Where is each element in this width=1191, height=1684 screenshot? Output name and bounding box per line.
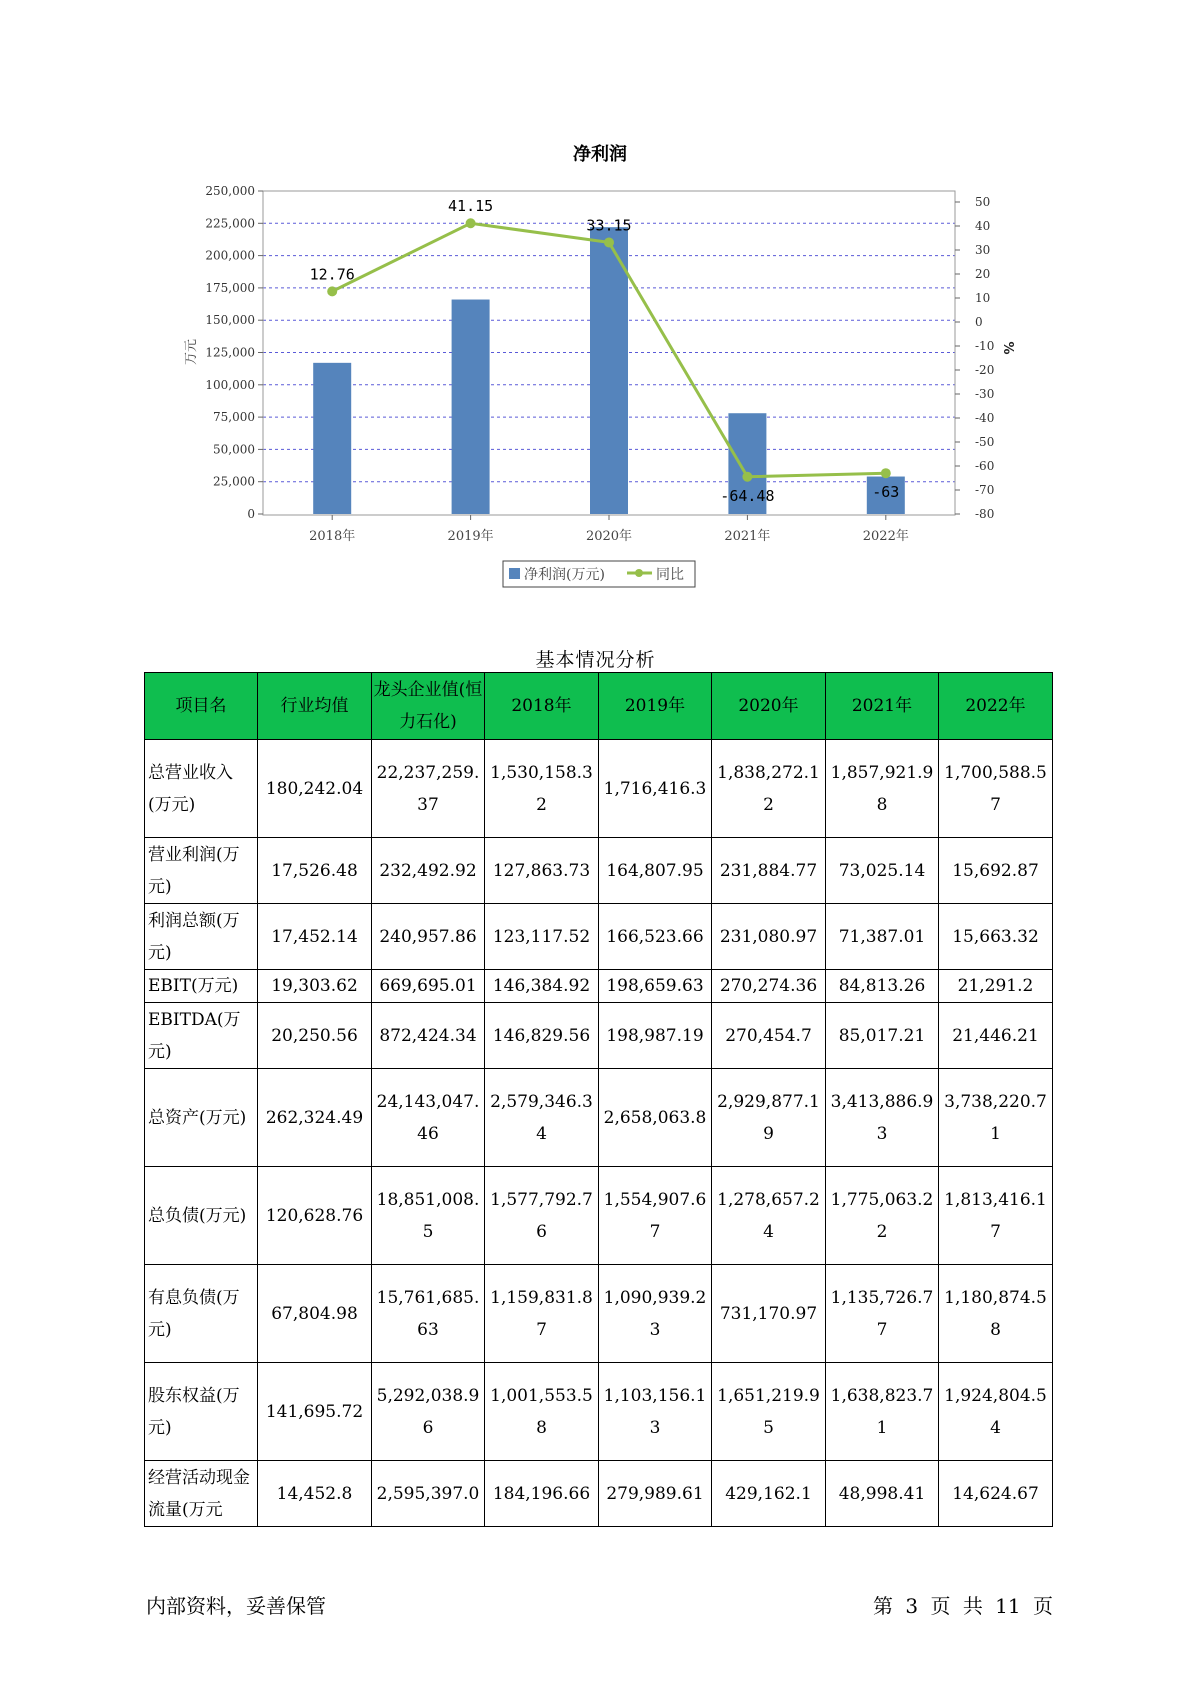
y-tick-label: 0	[247, 507, 255, 521]
row-label: 总营业收入(万元)	[145, 740, 258, 838]
table-cell: 429,162.1	[712, 1461, 826, 1527]
table-cell: 1,651,219.95	[712, 1363, 826, 1461]
row-label: EBIT(万元)	[145, 970, 258, 1003]
table-cell: 1,577,792.76	[485, 1167, 599, 1265]
table-cell: 21,291.2	[939, 970, 1053, 1003]
y2-tick-label: 40	[975, 219, 991, 233]
y-tick-label: 100,000	[205, 377, 255, 392]
y-tick-label: 75,000	[213, 410, 255, 425]
table-cell: 48,998.41	[826, 1461, 939, 1527]
bar	[452, 300, 490, 514]
y2-tick-label: -10	[975, 339, 995, 353]
table-row	[145, 740, 1053, 838]
y-tick-label: 225,000	[205, 216, 255, 231]
table-cell: 1,924,804.54	[939, 1363, 1053, 1461]
table-row	[145, 1069, 1053, 1167]
footer-confidential-note: 内部资料，妥善保管	[146, 1594, 326, 1618]
header-2022: 2022年	[939, 673, 1053, 740]
row-label: 利润总额(万元)	[145, 904, 258, 970]
table-cell: 24,143,047.46	[372, 1069, 485, 1167]
table-cell: 120,628.76	[258, 1167, 372, 1265]
table-cell: 15,692.87	[939, 838, 1053, 904]
net-profit-chart	[0, 0, 1191, 600]
row-label: 有息负债(万元)	[145, 1265, 258, 1363]
y-tick-label: 150,000	[205, 313, 255, 328]
table-cell: 1,554,907.67	[599, 1167, 712, 1265]
table-row	[145, 838, 1053, 904]
table-header-row	[145, 673, 1053, 740]
table-cell: 146,829.56	[485, 1003, 599, 1069]
y2-tick-label: -80	[975, 507, 995, 521]
row-label: 股东权益(万元)	[145, 1363, 258, 1461]
table-cell: 1,180,874.58	[939, 1265, 1053, 1363]
table-cell: 67,804.98	[258, 1265, 372, 1363]
table-cell: 1,716,416.3	[599, 740, 712, 838]
table-cell: 14,452.8	[258, 1461, 372, 1527]
line-point	[604, 237, 614, 247]
data-label: 12.76	[309, 265, 355, 284]
table-cell: 18,851,008.5	[372, 1167, 485, 1265]
table-cell: 231,884.77	[712, 838, 826, 904]
table-cell: 3,413,886.93	[826, 1069, 939, 1167]
table-cell: 84,813.26	[826, 970, 939, 1003]
x-tick-label: 2020年	[585, 529, 633, 544]
header-leader-value: 龙头企业值(恒力石化)	[372, 673, 485, 740]
table-cell: 14,624.67	[939, 1461, 1053, 1527]
y2-tick-label: -70	[975, 483, 995, 497]
table-cell: 71,387.01	[826, 904, 939, 970]
footer-page-number: 第 3 页 共 11 页	[873, 1594, 1053, 1618]
table-row	[145, 970, 1053, 1003]
y-tick-label: 125,000	[205, 345, 255, 360]
data-label: -64.48	[720, 486, 775, 505]
table-cell: 1,278,657.24	[712, 1167, 826, 1265]
table-row	[145, 1265, 1053, 1363]
basic-analysis-table	[144, 672, 1053, 1527]
legend-swatch-point	[635, 569, 643, 577]
line-point	[742, 472, 752, 482]
table-cell: 240,957.86	[372, 904, 485, 970]
table-cell: 166,523.66	[599, 904, 712, 970]
table-cell: 184,196.66	[485, 1461, 599, 1527]
y2-axis-ticks	[955, 195, 994, 521]
table-cell: 198,659.63	[599, 970, 712, 1003]
table-row	[145, 1363, 1053, 1461]
y-tick-label: 175,000	[205, 280, 255, 295]
y-tick-label: 50,000	[213, 442, 255, 457]
table-cell: 669,695.01	[372, 970, 485, 1003]
data-label: -63	[872, 483, 900, 502]
table-cell: 20,250.56	[258, 1003, 372, 1069]
table-cell: 1,813,416.17	[939, 1167, 1053, 1265]
x-tick-label: 2022年	[862, 529, 909, 544]
y2-tick-label: -30	[975, 387, 995, 401]
header-2019: 2019年	[599, 673, 712, 740]
y-tick-label: 200,000	[205, 248, 255, 263]
table-cell: 17,526.48	[258, 838, 372, 904]
table-cell: 2,658,063.8	[599, 1069, 712, 1167]
table-cell: 231,080.97	[712, 904, 826, 970]
y2-tick-label: 20	[975, 267, 991, 281]
table-cell: 232,492.92	[372, 838, 485, 904]
data-label: 33.15	[586, 216, 632, 235]
x-tick-label: 2021年	[724, 529, 771, 544]
table-cell: 198,987.19	[599, 1003, 712, 1069]
table-cell: 1,775,063.22	[826, 1167, 939, 1265]
table-cell: 1,700,588.57	[939, 740, 1053, 838]
y2-tick-label: -60	[975, 459, 995, 473]
legend-swatch-bar	[509, 568, 520, 579]
table-cell: 5,292,038.96	[372, 1363, 485, 1461]
table-cell: 22,237,259.37	[372, 740, 485, 838]
x-tick-label: 2018年	[309, 529, 356, 544]
header-2020: 2020年	[712, 673, 826, 740]
bar	[590, 227, 628, 514]
table-cell: 262,324.49	[258, 1069, 372, 1167]
table-cell: 1,103,156.13	[599, 1363, 712, 1461]
line-point	[327, 286, 337, 296]
y2-tick-label: 30	[975, 243, 991, 257]
row-label: 总负债(万元)	[145, 1167, 258, 1265]
legend-label-line: 同比	[656, 567, 684, 583]
row-label: EBITDA(万元)	[145, 1003, 258, 1069]
table-cell: 15,761,685.63	[372, 1265, 485, 1363]
table-cell: 180,242.04	[258, 740, 372, 838]
table-cell: 164,807.95	[599, 838, 712, 904]
y2-axis-label: %	[1000, 341, 1015, 355]
row-label: 经营活动现金流量(万元	[145, 1461, 258, 1527]
x-tick-label: 2019年	[447, 529, 494, 544]
table-row	[145, 1003, 1053, 1069]
table-row	[145, 1461, 1053, 1527]
y-axis-label: 万元	[184, 338, 199, 366]
y2-tick-label: -40	[975, 411, 995, 425]
line-point	[881, 468, 891, 478]
table-cell: 19,303.62	[258, 970, 372, 1003]
chart-legend	[503, 561, 695, 587]
bar	[313, 363, 351, 514]
header-2021: 2021年	[826, 673, 939, 740]
table-cell: 141,695.72	[258, 1363, 372, 1461]
y-axis-ticks	[205, 184, 263, 521]
table-cell: 17,452.14	[258, 904, 372, 970]
legend-label-bar: 净利润(万元)	[524, 567, 605, 583]
table-cell: 731,170.97	[712, 1265, 826, 1363]
table-cell: 872,424.34	[372, 1003, 485, 1069]
chart-title: 净利润	[573, 144, 627, 165]
x-axis-ticks	[309, 515, 909, 544]
row-label: 营业利润(万元)	[145, 838, 258, 904]
table-cell: 270,454.7	[712, 1003, 826, 1069]
table-cell: 270,274.36	[712, 970, 826, 1003]
table-cell: 1,838,272.12	[712, 740, 826, 838]
table-cell: 85,017.21	[826, 1003, 939, 1069]
table-cell: 1,135,726.77	[826, 1265, 939, 1363]
y2-tick-label: -20	[975, 363, 995, 377]
table-cell: 146,384.92	[485, 970, 599, 1003]
header-industry-avg: 行业均值	[258, 673, 372, 740]
line-point	[466, 218, 476, 228]
table-cell: 1,638,823.71	[826, 1363, 939, 1461]
table-cell: 15,663.32	[939, 904, 1053, 970]
table-cell: 73,025.14	[826, 838, 939, 904]
y2-tick-label: 0	[975, 315, 983, 329]
table-cell: 2,929,877.19	[712, 1069, 826, 1167]
y2-tick-label: 10	[975, 291, 991, 305]
y2-tick-label: 50	[975, 195, 991, 209]
header-item-name: 项目名	[145, 673, 258, 740]
table-cell: 1,159,831.87	[485, 1265, 599, 1363]
table-cell: 123,117.52	[485, 904, 599, 970]
table-cell: 1,001,553.58	[485, 1363, 599, 1461]
table-cell: 2,579,346.34	[485, 1069, 599, 1167]
table-cell: 127,863.73	[485, 838, 599, 904]
table-cell: 279,989.61	[599, 1461, 712, 1527]
table-row	[145, 1167, 1053, 1265]
y-tick-label: 25,000	[213, 474, 255, 489]
bar-series	[313, 227, 905, 514]
table-row	[145, 904, 1053, 970]
row-label: 总资产(万元)	[145, 1069, 258, 1167]
table-cell: 1,090,939.23	[599, 1265, 712, 1363]
table-cell: 21,446.21	[939, 1003, 1053, 1069]
y2-tick-label: -50	[975, 435, 995, 449]
data-label: 41.15	[448, 197, 494, 216]
table-cell: 1,530,158.32	[485, 740, 599, 838]
table-caption: 基本情况分析	[535, 649, 656, 671]
table-cell: 3,738,220.71	[939, 1069, 1053, 1167]
table-cell: 2,595,397.0	[372, 1461, 485, 1527]
table-cell: 1,857,921.98	[826, 740, 939, 838]
y-tick-label: 250,000	[205, 184, 255, 198]
header-2018: 2018年	[485, 673, 599, 740]
